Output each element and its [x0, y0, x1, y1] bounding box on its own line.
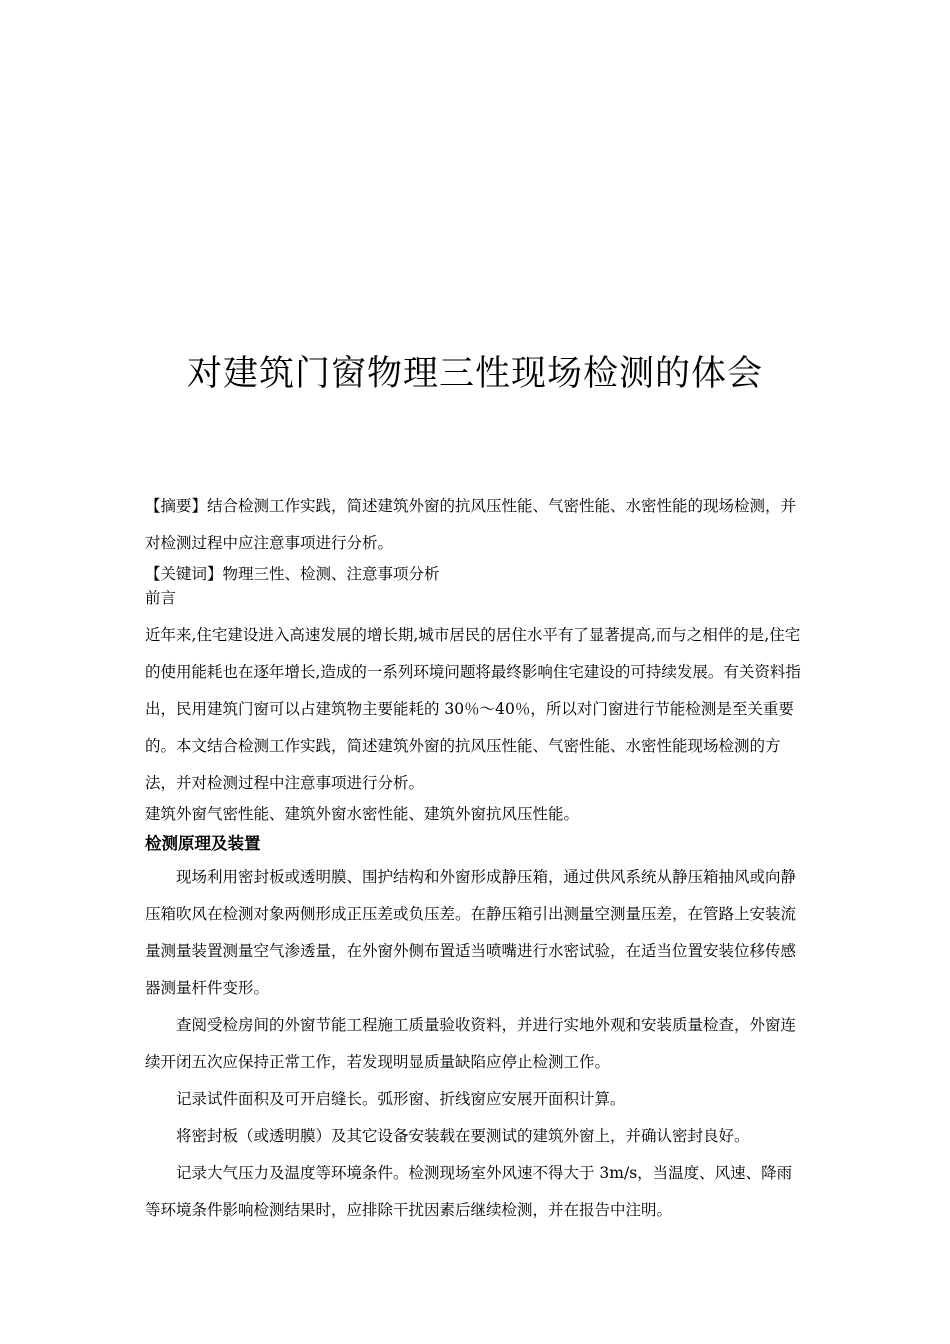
- abstract-paragraph: 【摘要】结合检测工作实践，简述建筑外窗的抗风压性能、气密性能、水密性能的现场检测，并对检测过程中应注意事项进行分析。: [145, 497, 797, 552]
- section-paragraph: 现场利用密封板或透明膜、围护结构和外窗形成静压箱，通过供风系统从静压箱抽风或向静压箱吹风在检测对象两侧形成正压差或负压差。在静压箱引出测量空测量压差，在管路上安装流量测量装置测量空气渗透量，在外窗外侧布置适当喷嘴进行水密试验，在适当位置安装位移传感器测量杆件变形。: [145, 868, 797, 997]
- section-paragraph: 将密封板（或透明膜）及其它设备安装载在要测试的建筑外窗上，并确认密封良好。: [176, 1127, 750, 1145]
- section-paragraph: 记录大气压力及温度等环境条件。检测现场室外风速不得大于 3m/s，当温度、风速、降雨等环境条件影响检测结果时，应排除干扰因素后继续检测，并在报告中注明。: [145, 1164, 793, 1219]
- preface-paragraph: 近年来,住宅建设进入高速发展的增长期,城市居民的居住水平有了显著提高,而与之相伴的是,住宅的使用能耗也在逐年增长,造成的一系列环境问题将最终影响住宅建设的可持续发展。有关资料指出，民用建筑门窗可以占建筑物主要能耗的 30％～40％，所以对门窗进行节能检测是至关重要的。本文结合检测工作实践，简述建筑外窗的抗风压性能、气密性能、水密性能现场检测的方法，并对检测过程中注意事项进行分析。: [145, 626, 801, 792]
- section-heading: 检测原理及装置: [145, 834, 261, 853]
- section-paragraph: 查阅受检房间的外窗节能工程施工质量验收资料，并进行实地外观和安装质量检查，外窗连续开闭五次应保持正常工作，若发现明显质量缺陷应停止检测工作。: [145, 1016, 797, 1071]
- document-title: 对建筑门窗物理三性现场检测的体会: [186, 354, 763, 394]
- preface-heading: 前言: [145, 589, 177, 607]
- document-body: [145, 488, 807, 1229]
- scope-line: 建筑外窗气密性能、建筑外窗水密性能、建筑外窗抗风压性能。: [145, 805, 580, 823]
- keywords-line: 【关键词】物理三性、检测、注意事项分析: [145, 565, 440, 583]
- section-paragraph: 记录试件面积及可开启缝长。弧形窗、折线窗应安展开面积计算。: [176, 1090, 626, 1108]
